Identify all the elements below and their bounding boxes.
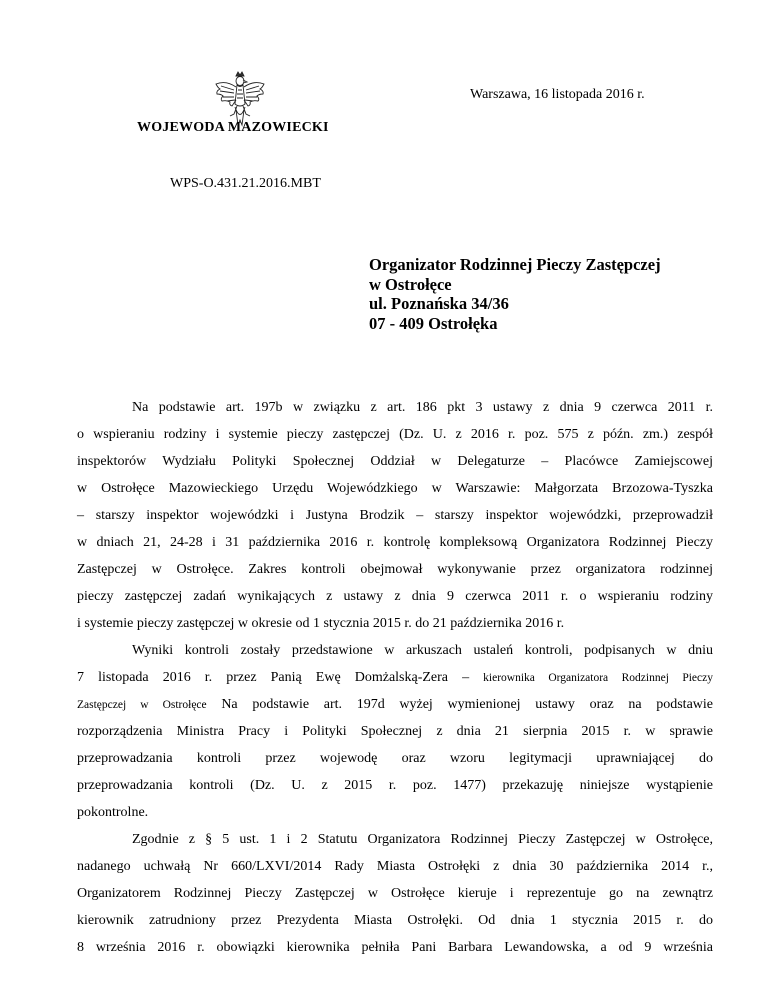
date-line: Warszawa, 16 listopada 2016 r. [470,87,645,102]
body-small-text: kierownika Organizatora Rodzinnej Pieczy [483,672,713,684]
body-line: Organizatorem Rodzinnej Pieczy Zastępczej w Ostrołęce kieruje i reprezentuje go na zewnątrz [77,886,713,901]
body-line: przeprowadzania kontroli przez wojewodę oraz wzoru legitymacji uprawniającej do [77,751,713,766]
reference-number: WPS-O.431.21.2016.MBT [170,176,321,191]
body-line: pieczy zastępczej zadań wynikających z ustawy z dnia 9 czerwca 2011 r. o wspieraniu rodziny [77,589,713,604]
body-line: Na podstawie art. 197b w związku z art. 186 pkt 3 ustawy z dnia 9 czerwca 2011 r. [132,400,713,415]
recipient-street: ul. Poznańska 34/36 [369,294,509,313]
recipient-name: Organizator Rodzinnej Pieczy Zastępczej [369,255,661,274]
recipient-postal: 07 - 409 Ostrołęka [369,313,498,333]
body-line: rozporządzenia Ministra Pracy i Polityki Społecznej z dnia 21 sierpnia 2015 r. w sprawie [77,724,713,739]
body-line: Zgodnie z § 5 ust. 1 i 2 Statutu Organizatora Rodzinnej Pieczy Zastępczej w Ostrołęce, [132,832,713,847]
body-line: pokontrolne. [77,805,149,820]
body-line: kierownik zatrudniony przez Prezydenta Miasta Ostrołęki. Od dnia 1 stycznia 2015 r. do [77,913,713,928]
organization-name: WOJEWODA MAZOWIECKI [137,120,329,135]
body-text-span: Na podstawie art. 197d wyżej wymienionej ustawy oraz na podstawie [206,697,713,712]
body-line-mixed [77,664,713,691]
body-line: o wspieraniu rodziny i systemie pieczy zastępczej (Dz. U. z 2016 r. poz. 575 z późn. zm.) zespół [77,427,713,442]
recipient-address [369,255,661,333]
body-line: inspektorów Wydziału Polityki Społecznej Oddział w Delegaturze – Placówce Zamiejscowej [77,454,713,469]
body-line: w Ostrołęce Mazowieckiego Urzędu Wojewódzkiego w Warszawie: Małgorzata Brzozowa-Tyszka [77,481,713,496]
body-text-span: 7 listopada 2016 r. przez Panią Ewę Domżalską-Zera – [77,670,484,685]
letter-body [77,394,713,961]
body-line: przeprowadzania kontroli (Dz. U. z 2015 r. poz. 1477) przekazuję niniejsze wystąpienie [77,778,713,793]
recipient-city: w Ostrołęce [369,274,452,294]
body-line: Wyniki kontroli zostały przedstawione w arkuszach ustaleń kontroli, podpisanych w dniu [132,643,713,658]
body-line: 8 września 2016 r. obowiązki kierownika pełniła Pani Barbara Lewandowska, a od 9 września [77,940,713,955]
body-line: Zastępczej w Ostrołęce. Zakres kontroli obejmował wykonywanie przez organizatora rodzinnej [77,562,713,577]
body-line: nadanego uchwałą Nr 660/LXVI/2014 Rady Miasta Ostrołęki z dnia 30 października 2014 r., [77,859,713,874]
body-small-text: Zastępczej w Ostrołęce [77,699,207,711]
body-line: w dniach 21, 24-28 i 31 października 2016 r. kontrolę kompleksową Organizatora Rodzinnej Pieczy [77,535,713,550]
body-line: i systemie pieczy zastępczej w okresie od 1 stycznia 2015 r. do 21 października 2016 r. [77,616,565,631]
body-line: – starszy inspektor wojewódzki i Justyna Brodzik – starszy inspektor wojewódzki, przeprowadził [77,508,713,523]
body-line-mixed [77,691,713,718]
